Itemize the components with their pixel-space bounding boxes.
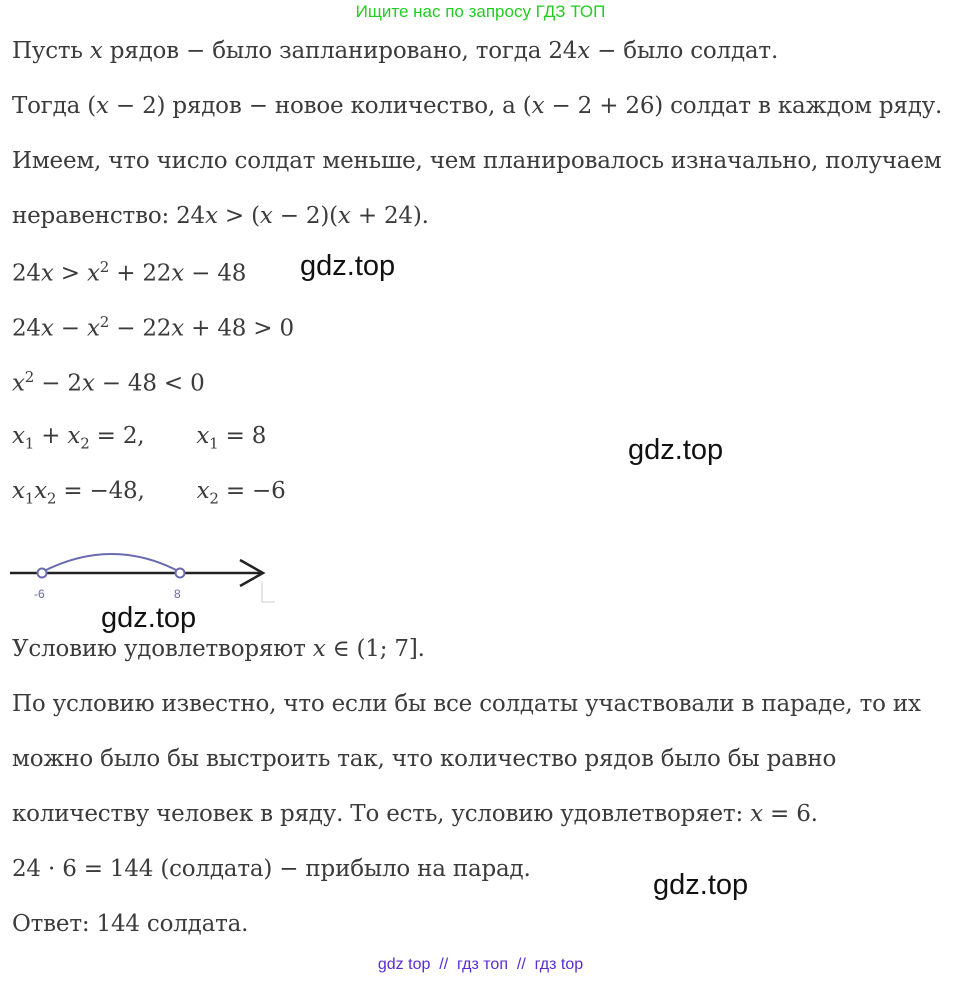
text-line-8: количеству человек в ряду. То есть, условию удовлетворяет: x = 6. (12, 801, 818, 827)
promo-header: Ищите нас по запросу ГДЗ ТОП (355, 2, 606, 21)
equation-2: $24x - x^2 - 22x + 48 > 0$ (12, 313, 294, 342)
watermark: gdz.top (653, 869, 749, 901)
text-line-6: По условию известно, что если бы все солдаты участвовали в параде, то их (12, 691, 921, 717)
number-line-diagram (0, 540, 300, 610)
equation-3: $x^2 - 2x - 48 < 0$ (12, 368, 205, 397)
text-line-1: Пусть x рядов − было запланировано, тогда 24x − было солдат. (12, 38, 779, 64)
tick-label-left: -6 (34, 587, 45, 601)
watermark: gdz.top (628, 434, 724, 466)
equation-4: $x_1 + x_2 = 2$, $x_1 = 8$ (12, 423, 267, 453)
equation-5: $x_1x_2 = -48$, $x_2 = -6$ (12, 478, 286, 508)
text-line-2: Тогда (x − 2) рядов − новое количество, а (x − 2 + 26) солдат в каждом ряду. (12, 93, 943, 119)
text-line-7: можно было бы выстроить так, что количество рядов было бы равно (12, 746, 837, 772)
equation-1: $24x > x^2 + 22x - 48$ (12, 258, 247, 287)
text-line-4: неравенство: 24x > (x − 2)(x + 24). (12, 203, 429, 229)
footer-text: gdz top // гдз топ // гдз top (377, 956, 584, 973)
interval-arc (42, 554, 180, 572)
tick-label-right: 8 (174, 587, 181, 601)
watermark: gdz.top (300, 250, 396, 282)
point-right-open (176, 569, 185, 578)
watermark: gdz.top (101, 602, 197, 634)
text-line-5: Условию удовлетворяют x ∈ (1; 7]. (12, 636, 425, 662)
text-line-9: 24 · 6 = 144 (солдата) − прибыло на парад. (12, 856, 531, 882)
answer-line: Ответ: 144 солдата. (12, 911, 249, 937)
point-left-open (38, 569, 47, 578)
text-line-3: Имеем, что число солдат меньше, чем планировалось изначально, получаем (12, 148, 942, 174)
